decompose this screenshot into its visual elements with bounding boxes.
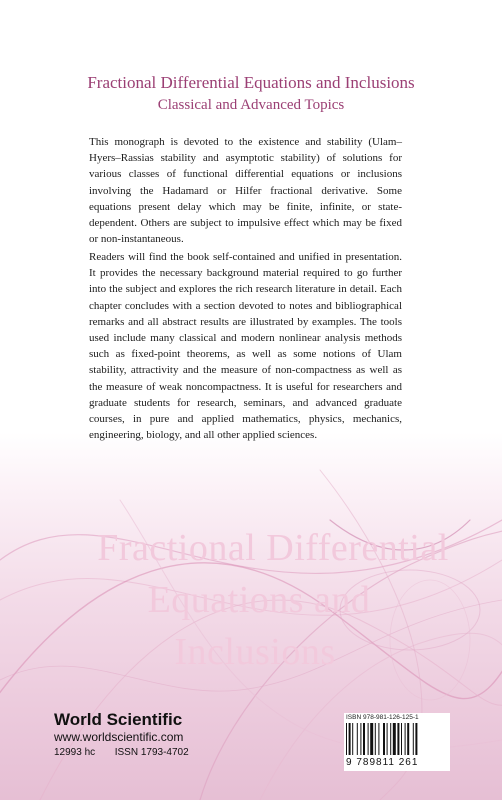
catalog-number: 12993 hc xyxy=(54,747,96,758)
barcode-icon xyxy=(346,723,446,755)
watermark-title-line-3: Inclusions xyxy=(174,631,336,673)
description-paragraph-1: This monograph is devoted to the existence and stability (Ulam–Hyers–Rassias stability and asymptotic stability) of solutions for various classes of functional differential equations or inclusions involving the Hadamard or Hilfer fractional derivative. Some equations present delay which may be finite, infinite, or state-dependent. Others are subject to impulsive effect which may be fixed or non-instantaneous. xyxy=(89,136,402,246)
description-paragraph-2: Readers will find the book self-contained and unified in presentation. It provides the necessary background material required to go further into the subject and explores the rich research literature in detail. Each chapter concludes with a section devoted to notes and bibliographical remarks and all abstract results are illustrated by examples. The tools used include many classical and modern nonlinear analysis methods such as fixed-point theorems, as well as some notions of Ulam stability, attractivity and the measure of non-compactness as well as the measure of weak noncompactness. It is useful for researchers and graduate students for research, seminars, and advanced graduate courses, in pure and applied mathematics, physics, mechanics, engineering, biology, and all other applied sciences. xyxy=(89,251,402,442)
book-title: Fractional Differential Equations and Inclusions xyxy=(87,73,415,92)
publisher-url: www.worldscientific.com xyxy=(54,730,184,744)
publisher-name: World Scientific xyxy=(54,710,183,729)
publisher-block xyxy=(54,710,189,760)
watermark-title-line-1: Fractional Differential xyxy=(97,527,449,569)
book-subtitle: Classical and Advanced Topics xyxy=(157,97,345,113)
isbn-label: ISBN 978-981-126-125-1 xyxy=(346,714,419,721)
barcode-number: 9 789811 261 xyxy=(346,757,419,768)
publisher-codes xyxy=(54,746,189,760)
watermark-title-line-2: Equations and xyxy=(147,579,371,621)
series-issn: ISSN 1793-4702 xyxy=(114,747,189,758)
